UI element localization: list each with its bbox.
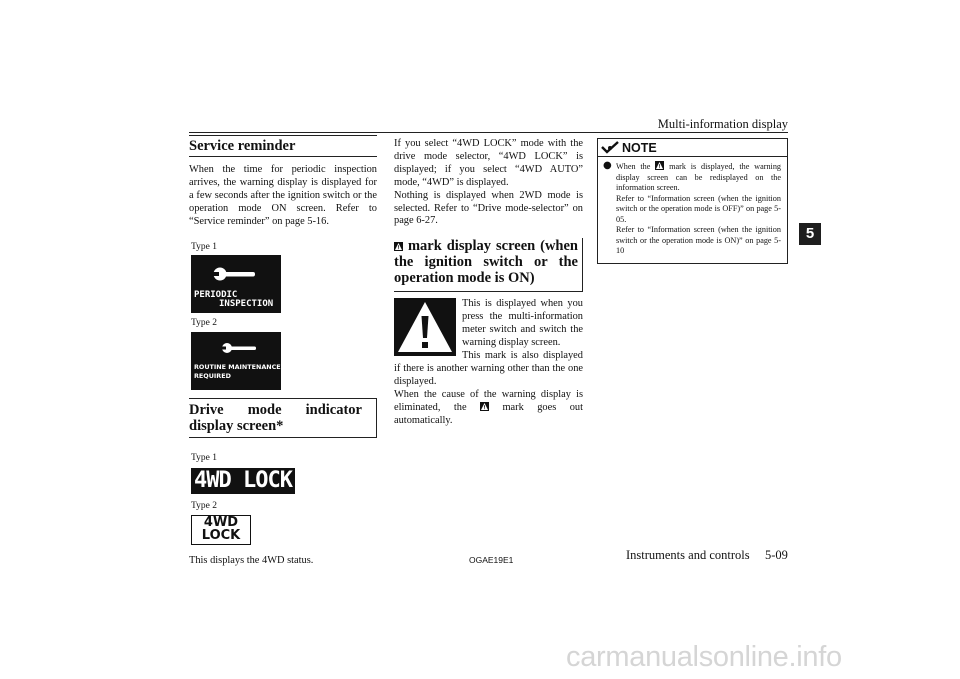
routine-maintenance-display	[191, 332, 281, 390]
note-ref-2: Refer to “Information screen (when the ignition switch or the operation mode is ON)” on page 5-10	[616, 225, 781, 255]
wrench-icon	[213, 266, 257, 282]
warning-display-image	[394, 298, 456, 356]
warning-triangle-icon	[394, 298, 456, 356]
bullet-icon: ●	[603, 160, 612, 171]
4wd-lock-display: 4WD LOCK	[191, 468, 295, 494]
note-title: NOTE	[622, 140, 657, 155]
warning-triangle-icon	[394, 242, 403, 251]
lcd-line-required: REQUIRED	[194, 372, 231, 381]
warning-triangle-icon	[480, 402, 489, 411]
page-number: 5-09	[765, 548, 788, 562]
mark-text-3	[394, 389, 583, 428]
wrench-icon	[221, 342, 257, 354]
mark-text-2: This mark is also displayed if there is another warning other than the one displayed.	[394, 349, 583, 387]
4wd-text: 4WD	[203, 515, 239, 531]
middle-column	[394, 138, 583, 427]
drive-mode-2wd-text: Nothing is displayed when 2WD mode is selected. Refer to “Drive mode-selector” on page 6-27.	[394, 189, 583, 227]
periodic-inspection-display	[191, 255, 281, 313]
footer-section-title: Instruments and controls	[626, 548, 750, 562]
drive-mode-intro: If you select “4WD LOCK” mode with the drive mode selector, “4WD LOCK” is displayed; if you select “4WD AUTO” mode, “4WD” is displayed.	[394, 138, 583, 188]
warning-triangle-icon	[655, 161, 664, 170]
chapter-tab: 5	[799, 223, 821, 245]
4wd-status-text: This displays the 4WD status.	[189, 555, 314, 567]
note-header	[598, 139, 787, 157]
service-reminder-text: When the time for periodic inspection arrives, the warning display is displayed for a few seconds after the ignition switch or the operation mode ON screen. Refer to “Service reminder” on page 5-16.	[189, 164, 377, 227]
mark-text-3a: When the cause of the warning display is eliminated, the	[394, 388, 583, 413]
lock-text: LOCK	[201, 527, 241, 543]
note-check-icon	[601, 141, 619, 154]
left-column	[189, 135, 377, 568]
note-text	[608, 161, 781, 257]
drive-mode-heading: Drive mode indicator display screen*	[189, 398, 377, 438]
mark-heading-text: mark display screen (when the ignition switch or the operation mode is ON)	[394, 238, 578, 287]
type2-label: Type 2	[191, 318, 217, 329]
note-ref-1: Refer to “Information screen (when the ignition switch or the operation mode is OFF)” on page 5-05.	[616, 193, 781, 224]
header-rule	[189, 132, 788, 133]
note-body	[598, 157, 787, 257]
type1-label: Type 1	[191, 241, 217, 252]
service-reminder-heading: Service reminder	[189, 135, 377, 157]
mark-text-1: This is displayed when you press the multi-information meter switch and switch the warning display screen.	[462, 298, 583, 349]
drive-type2-label: Type 2	[191, 501, 217, 512]
mark-display-heading	[394, 238, 583, 292]
lcd-line-routine: ROUTINE MAINTENANCE	[194, 363, 281, 372]
note-text-a: When the	[616, 162, 651, 171]
note-box	[597, 138, 788, 264]
mark-text-3b: mark goes out automatically.	[394, 401, 583, 426]
lcd-line-periodic: PERIODIC	[194, 290, 238, 301]
4wd-lock-box-display	[191, 515, 251, 545]
running-title: Multi-information display	[657, 117, 788, 131]
note-text-b: mark is displayed, the warning display screen can be redisplayed on the information screen.	[616, 162, 782, 192]
drive-type1-label: Type 1	[191, 453, 217, 464]
mark-section-body	[394, 298, 583, 427]
watermark: carmanualsonline.info	[566, 641, 842, 673]
lcd-line-inspection: INSPECTION	[219, 299, 274, 310]
document-code: OGAE19E1	[469, 555, 514, 565]
